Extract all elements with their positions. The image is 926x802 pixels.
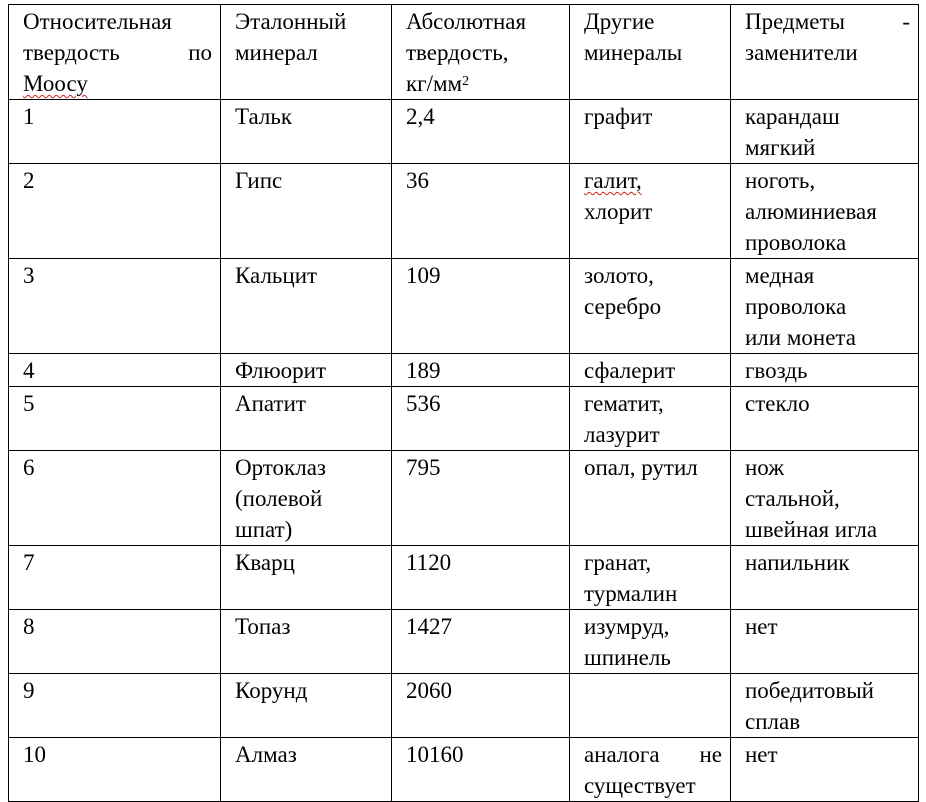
header-text: Абсолютная [406,9,527,34]
header-text: Предметы - [745,9,910,34]
cell-mohs-hardness [9,738,221,802]
cell-value: 9 [23,678,35,703]
cell-reference-mineral [221,100,392,164]
cell-absolute-hardness [392,100,570,164]
cell-reference-mineral [221,387,392,451]
header-text: Эталонный [235,9,347,34]
cell-line: нет [745,742,778,767]
cell-line: шпинель [584,645,671,670]
cell-line: серебро [584,294,662,319]
cell-line: медная [745,263,815,288]
cell-value: 4 [23,358,35,383]
cell-line: напильник [745,550,850,575]
cell-line: сфалерит [584,358,676,383]
cell-value: 10 [23,742,46,767]
cell-mohs-hardness [9,259,221,354]
mohs-hardness-table [8,4,919,802]
cell-line: галит, [584,168,642,193]
cell-absolute-hardness [392,674,570,738]
cell-line: лазурит [584,422,660,447]
header-absolute-hardness [392,5,570,100]
cell-line: карандаш [745,104,840,129]
table-row [9,610,919,674]
cell-other-minerals [570,354,731,387]
header-substitute-items [731,5,919,100]
cell-value: 10160 [406,742,464,767]
cell-other-minerals [570,610,731,674]
cell-reference-mineral [221,259,392,354]
header-text: Моосу [23,71,88,96]
cell-value: 2060 [406,678,452,703]
cell-substitute-items [731,100,919,164]
cell-value: 109 [406,263,441,288]
cell-line: существует [584,773,696,798]
cell-line: Апатит [235,391,306,416]
table-row [9,387,919,451]
header-text: Относительная [23,9,172,34]
cell-line: мягкий [745,135,816,160]
header-unit [406,68,561,99]
cell-value: 8 [23,614,35,639]
cell-value: 189 [406,358,441,383]
cell-line: алюминиевая [745,199,877,224]
table-row [9,451,919,546]
header-text: кг/мм [406,71,463,96]
cell-value: 2 [23,168,35,193]
cell-absolute-hardness [392,546,570,610]
cell-line: победитовый [745,678,874,703]
cell-absolute-hardness [392,610,570,674]
cell-substitute-items [731,738,919,802]
cell-line: графит [584,104,653,129]
cell-absolute-hardness [392,387,570,451]
cell-value: 1 [23,104,35,129]
cell-line: или монета [745,325,856,350]
cell-absolute-hardness [392,259,570,354]
cell-line: хлорит [584,199,653,224]
cell-reference-mineral [221,610,392,674]
cell-line: Кварц [235,550,295,575]
cell-line: швейная игла [745,517,878,542]
cell-line: опал, рутил [584,455,698,480]
cell-substitute-items [731,674,919,738]
cell-line: Флюорит [235,358,327,383]
cell-substitute-items [731,164,919,259]
cell-other-minerals [570,738,731,802]
cell-substitute-items [731,451,919,546]
header-reference-mineral [221,5,392,100]
cell-reference-mineral [221,674,392,738]
cell-line: Алмаз [235,742,297,767]
cell-substitute-items [731,546,919,610]
cell-line: изумруд, [584,614,670,639]
cell-line: шпат) [235,517,293,542]
table-row [9,738,919,802]
cell-other-minerals [570,164,731,259]
cell-reference-mineral [221,164,392,259]
cell-value: 3 [23,263,35,288]
cell-value: 1427 [406,614,452,639]
cell-mohs-hardness [9,354,221,387]
cell-line: золото, [584,263,654,288]
cell-line: сплав [745,709,801,734]
cell-reference-mineral [221,546,392,610]
cell-line: Тальк [235,104,293,129]
table-row [9,259,919,354]
cell-substitute-items [731,387,919,451]
cell-line: проволока [745,294,847,319]
cell-line: (полевой [235,486,323,511]
cell-substitute-items [731,259,919,354]
cell-line: стекло [745,391,810,416]
cell-line: Гипс [235,168,283,193]
cell-value: 1120 [406,550,452,575]
cell-line: ноготь, [745,168,816,193]
cell-value: 536 [406,391,441,416]
header-text: минерал [235,40,318,65]
cell-absolute-hardness [392,451,570,546]
cell-mohs-hardness [9,674,221,738]
cell-line: проволока [745,230,847,255]
cell-mohs-hardness [9,546,221,610]
table-row [9,546,919,610]
cell-mohs-hardness [9,451,221,546]
cell-line: стальной, [745,486,840,511]
cell-other-minerals [570,387,731,451]
cell-mohs-hardness [9,610,221,674]
table-row [9,164,919,259]
cell-substitute-items [731,610,919,674]
header-text: Другие [584,9,655,34]
cell-other-minerals [570,546,731,610]
cell-mohs-hardness [9,387,221,451]
table-row [9,100,919,164]
cell-absolute-hardness [392,164,570,259]
cell-value: 2,4 [406,104,435,129]
cell-value: 5 [23,391,35,416]
cell-line: Кальцит [235,263,318,288]
cell-line: Топаз [235,614,291,639]
table-row [9,674,919,738]
cell-reference-mineral [221,354,392,387]
cell-line: гематит, [584,391,664,416]
cell-value: 795 [406,455,441,480]
cell-substitute-items [731,354,919,387]
cell-other-minerals [570,259,731,354]
cell-reference-mineral [221,738,392,802]
cell-absolute-hardness [392,738,570,802]
cell-other-minerals [570,674,731,738]
cell-other-minerals [570,100,731,164]
cell-value: 36 [406,168,429,193]
cell-line: гвоздь [745,358,808,383]
cell-reference-mineral [221,451,392,546]
cell-line: нож [745,455,785,480]
header-text: минералы [584,40,683,65]
cell-mohs-hardness [9,164,221,259]
cell-other-minerals [570,451,731,546]
header-text: твердость по [23,40,212,65]
cell-line: Ортоклаз [235,455,327,480]
cell-value: 6 [23,455,35,480]
cell-mohs-hardness [9,100,221,164]
header-text: твердость, [406,40,509,65]
header-relative-hardness [9,5,221,100]
cell-line: аналога не [584,742,722,767]
cell-line: гранат, [584,550,652,575]
cell-absolute-hardness [392,354,570,387]
header-other-minerals [570,5,731,100]
cell-line: турмалин [584,581,678,606]
header-text: заменители [745,40,858,65]
table-header-row [9,5,919,100]
cell-line: Корунд [235,678,308,703]
cell-value: 7 [23,550,35,575]
unit-superscript: 2 [462,74,470,89]
table-row [9,354,919,387]
cell-line: нет [745,614,778,639]
